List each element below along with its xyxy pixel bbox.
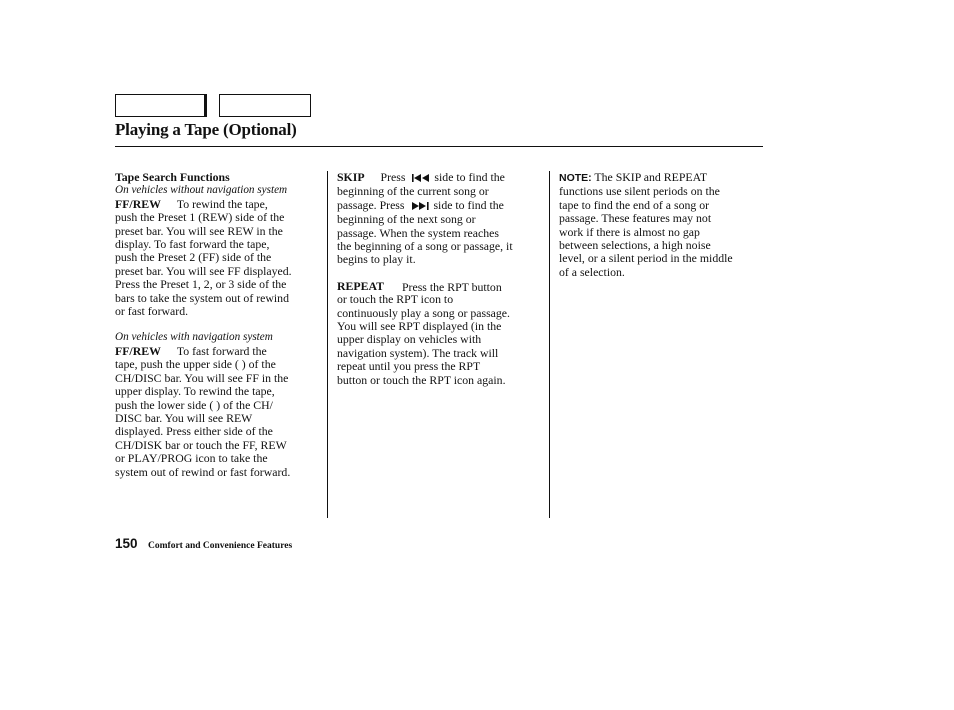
column-3 [559, 171, 764, 279]
subheading-with-nav: On vehicles with navigation system [115, 331, 273, 344]
footer-section-title: Comfort and Convenience Features [148, 541, 293, 551]
ffrew-label-2: FF/REW [115, 343, 161, 358]
column-2 [337, 171, 545, 387]
ffrew-label-1: FF/REW [115, 196, 161, 211]
nav-tab-box-2 [219, 94, 311, 117]
skip-label: SKIP [337, 170, 365, 184]
paragraph-note: NOTE: The SKIP and REPEAT functions use silent periods on the tape to find the end of a song or passage. These features may not work if there is almost no gap between selections, a high noise level, or a silent period in the middle of a selection. [559, 170, 733, 279]
page-number: 150 [115, 536, 138, 551]
column-divider-2 [549, 171, 550, 518]
subheading-without-nav: On vehicles without navigation system [115, 184, 288, 197]
skip-forward-icon [411, 200, 429, 213]
column-1 [115, 171, 325, 479]
column-divider-1 [327, 171, 328, 518]
section-heading: Tape Search Functions [115, 170, 230, 184]
skip-back-icon [412, 172, 430, 185]
repeat-label: REPEAT [337, 278, 384, 293]
paragraph-ffrew-1: FF/REW To rewind the tape, push the Preset 1 (REW) side of the preset bar. You will see REW in the display. To fast forward the tape, push the Preset 2 (FF) side of the preset bar. You will see FF displayed. Press the Preset 1, 2, or 3 side of the bars to take the system out of rewind or fast forward. [115, 196, 292, 319]
page-title: Playing a Tape (Optional) [115, 120, 297, 139]
paragraph-skip: SKIP Press side to find the beginning of the current song or passage. Press side to find the beginning of the next song or passage. When the system reaches the beginning of a song or passage, it begins to play it. [337, 170, 513, 267]
paragraph-ffrew-2: FF/REW To fast forward the tape, push the upper side ( ) of the CH/DISC bar. You will see FF in the upper display. To rewind the tape, push the lower side ( ) of the CH/ DISC bar. You will see REW displayed. Press either side of the CH/DISK bar or touch the FF, REW or PLAY/PROG icon to take the system out of rewind or fast forward. [115, 343, 291, 479]
title-rule [115, 146, 763, 147]
note-label: NOTE: [559, 172, 592, 184]
paragraph-repeat: REPEAT Press the RPT button or touch the RPT icon to continuously play a song or passage. You will see RPT displayed (in the upper display on vehicles with navigation system). The track will repeat until you press the RPT button or touch the RPT icon again. [337, 278, 510, 387]
nav-tab-box-1 [115, 94, 205, 117]
